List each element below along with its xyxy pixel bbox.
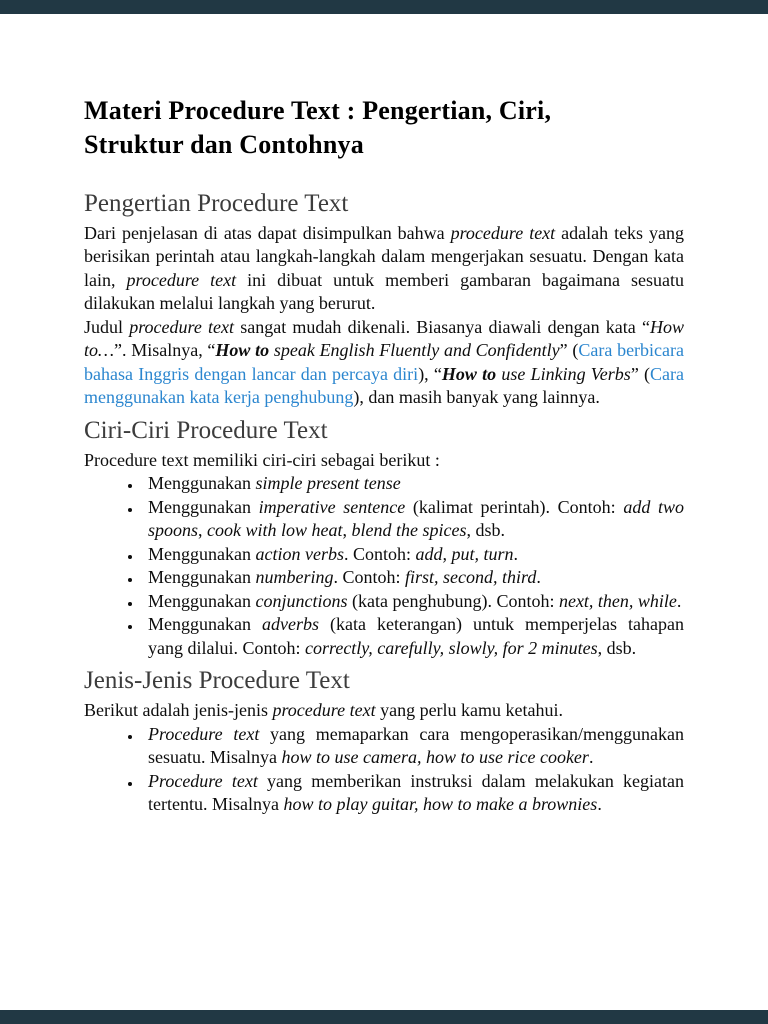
- body-text: ini dibuat untuk memberi gambaran bagaimana sesuatu dilakukan melalui langkah yang berurut.: [84, 269, 684, 314]
- body-text: Dari penjelasan di atas dapat disimpulkan bahwa: [84, 222, 451, 243]
- document-page: [0, 14, 768, 1010]
- section-heading-ciri-ciri: Ciri-Ciri Procedure Text: [84, 416, 328, 444]
- italic-text: speak English Fluently and Confidently: [269, 340, 560, 361]
- body-text: ,: [198, 520, 208, 541]
- body-text: Judul: [84, 316, 130, 337]
- bold-italic-text: How to: [441, 363, 497, 384]
- body-text: Menggunakan: [148, 543, 256, 564]
- italic-text: procedure text: [129, 316, 235, 337]
- body-text: (kata keterangan) untuk memperjelas tahapan yang dilalui. Contoh:: [148, 614, 684, 658]
- list-item: [142, 566, 684, 590]
- body-text: , dsb.: [597, 637, 637, 658]
- body-text: ” (: [630, 363, 651, 384]
- italic-text: procedure text: [272, 700, 376, 721]
- title-line-1: Materi Procedure Text : Pengertian, Ciri,: [84, 96, 552, 125]
- italic-text: Procedure text: [148, 770, 258, 791]
- body-text: Menggunakan: [148, 496, 259, 517]
- body-text: . Contoh:: [333, 567, 405, 588]
- body-text: Menggunakan: [148, 567, 256, 588]
- body-text: (kalimat perintah). Contoh:: [405, 496, 624, 517]
- section-paragraphs-ciri-ciri: [84, 449, 684, 473]
- section-jenis-jenis: [84, 666, 684, 817]
- italic-text: Procedure text: [148, 723, 260, 744]
- body-text: Menggunakan: [148, 614, 262, 635]
- section-heading-pengertian: Pengertian Procedure Text: [84, 189, 349, 217]
- italic-text: cook with low heat: [207, 520, 343, 541]
- viewer-bottom-bar: [0, 1010, 768, 1024]
- italic-text: procedure text: [126, 269, 237, 290]
- body-text: (kata penghubung). Contoh:: [347, 590, 559, 611]
- italic-text: numbering: [255, 567, 334, 588]
- italic-text: How to…: [84, 316, 684, 361]
- body-text: yang perlu kamu ketahui.: [375, 700, 564, 721]
- list-item: [142, 590, 684, 614]
- italic-text: blend the spices: [351, 520, 467, 541]
- body-text: yang memaparkan cara mengoperasikan/menggunakan sesuatu. Misalnya: [148, 723, 684, 768]
- document-title: [84, 94, 684, 162]
- body-text: . Contoh:: [343, 543, 416, 564]
- paragraph: [84, 222, 684, 316]
- body-text: yang memberikan instruksi dalam melakukan kegiatan tertentu. Misalnya: [148, 770, 684, 815]
- section-bullets-ciri-ciri: [84, 472, 684, 660]
- paragraph: [84, 316, 684, 410]
- list-item: [142, 472, 684, 496]
- body-text: , dsb.: [466, 520, 505, 541]
- body-text: Menggunakan: [148, 473, 256, 494]
- body-text: ), dan masih banyak yang lainnya.: [353, 387, 600, 408]
- body-text: .: [588, 747, 594, 768]
- italic-text: action verbs: [255, 543, 344, 564]
- body-text: ), “: [418, 363, 442, 384]
- section-paragraphs-pengertian: [84, 222, 684, 410]
- italic-text: first, second, third: [405, 567, 537, 588]
- section-heading-jenis-jenis: Jenis-Jenis Procedure Text: [84, 667, 350, 695]
- body-text: ”. Misalnya, “: [114, 340, 216, 361]
- body-text: adalah teks yang berisikan perintah atau langkah-langkah dalam mengerjakan sesuatu. Dengan kata lain,: [84, 222, 685, 290]
- bold-italic-text: How to: [215, 340, 270, 361]
- italic-text: simple present tense: [255, 473, 401, 494]
- body-text: .: [536, 567, 541, 588]
- list-item: [142, 723, 684, 770]
- italic-text: next, then, while: [558, 590, 677, 611]
- body-text: sangat mudah dikenali. Biasanya diawali dengan kata “: [234, 316, 650, 337]
- inline-link[interactable]: Cara menggunakan kata kerja penghubung: [84, 363, 685, 408]
- paragraph: [84, 449, 684, 473]
- body-text: .: [597, 794, 602, 815]
- italic-text: use Linking Verbs: [496, 363, 631, 384]
- viewer-top-bar: [0, 0, 768, 14]
- body-text: ,: [342, 520, 352, 541]
- italic-text: adverbs: [262, 614, 319, 635]
- body-text: ” (: [559, 340, 579, 361]
- section-pengertian: [84, 189, 684, 410]
- body-text: .: [513, 543, 518, 564]
- paragraph: [84, 699, 684, 723]
- list-item: [142, 543, 684, 567]
- italic-text: conjunctions: [255, 590, 348, 611]
- italic-text: how to play guitar, how to make a brownies: [283, 794, 598, 815]
- italic-text: procedure text: [450, 222, 556, 243]
- italic-text: how to use camera, how to use rice cooker: [281, 747, 589, 768]
- italic-text: add, put, turn: [415, 543, 514, 564]
- section-bullets-jenis-jenis: [84, 723, 684, 817]
- title-line-2: Struktur dan Contohnya: [84, 129, 364, 159]
- body-text: .: [676, 590, 682, 611]
- body-text: Procedure text memiliki ciri-ciri sebagai berikut :: [84, 449, 440, 470]
- body-text: Berikut adalah jenis-jenis: [84, 700, 273, 721]
- italic-text: imperative sentence: [258, 496, 406, 517]
- italic-text: correctly, carefully, slowly, for 2 minutes: [305, 637, 598, 658]
- list-item: [142, 496, 684, 543]
- section-paragraphs-jenis-jenis: [84, 699, 684, 723]
- body-text: Menggunakan: [148, 590, 256, 611]
- list-item: [142, 770, 684, 817]
- section-ciri-ciri: [84, 416, 684, 661]
- italic-text: add two spoons: [148, 496, 685, 541]
- list-item: [142, 613, 684, 660]
- inline-link[interactable]: Cara berbicara bahasa Inggris dengan lancar dan percaya diri: [84, 340, 685, 384]
